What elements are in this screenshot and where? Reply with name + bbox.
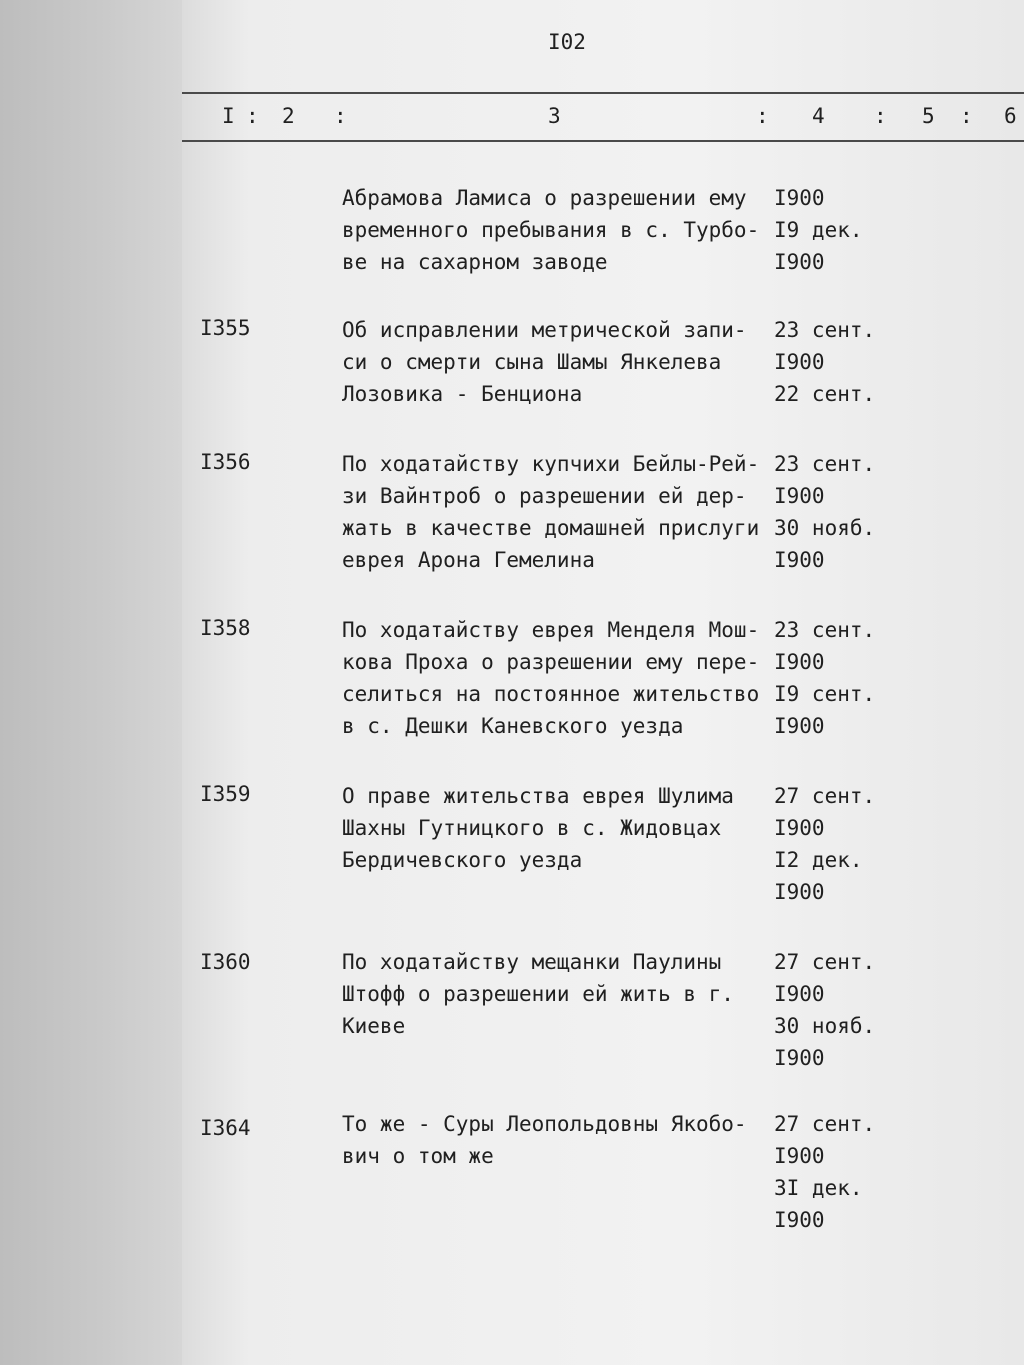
entry-line: селиться на постоянное жительство <box>342 682 760 706</box>
entry-date: 22 сент. <box>774 382 876 406</box>
entry-date: I9 сент. <box>774 682 876 706</box>
entry-line: По ходатайству мещанки Паулины <box>342 950 722 974</box>
entry-line: вич о том же <box>342 1144 494 1168</box>
entry-description <box>342 614 759 742</box>
column-header-5: 5 <box>922 104 935 128</box>
entry-date: I900 <box>774 1208 825 1232</box>
entry-date: 3I дек. <box>774 1176 863 1200</box>
entry-date: I900 <box>774 1144 825 1168</box>
entry-date: I900 <box>774 650 825 674</box>
entry-line: Шахны Гутницкого в с. Жидовцах <box>342 816 722 840</box>
entry-date: I900 <box>774 982 825 1006</box>
column-separator: : <box>874 104 887 128</box>
entry-date: I900 <box>774 1046 825 1070</box>
column-separator: : <box>246 104 259 128</box>
entry-date: I900 <box>774 880 825 904</box>
entry-date: 23 сент. <box>774 452 876 476</box>
column-header-1: I <box>222 104 235 128</box>
entry-line: си о смерти сына Шамы Янкелева <box>342 350 722 374</box>
entry-dates <box>774 314 875 410</box>
entry-date: I900 <box>774 548 825 572</box>
entry-date: I9 дек. <box>774 218 863 242</box>
entry-line: зи Вайнтроб о разрешении ей дер- <box>342 484 747 508</box>
entry-date: I2 дек. <box>774 848 863 872</box>
entry-dates <box>774 182 863 278</box>
entry-line: временного пребывания в с. Турбо- <box>342 218 760 242</box>
column-separator: : <box>756 104 769 128</box>
entry-number: I359 <box>200 782 251 806</box>
entry-date: 27 сент. <box>774 1112 876 1136</box>
entry-line: Об исправлении метрической запи- <box>342 318 747 342</box>
entry-dates <box>774 614 875 742</box>
entry-line: То же - Суры Леопольдовны Якобо- <box>342 1112 747 1136</box>
entry-date: 23 сент. <box>774 318 876 342</box>
entry-line: в с. Дешки Каневского уезда <box>342 714 684 738</box>
entry-number: I356 <box>200 450 251 474</box>
entry-description <box>342 780 734 876</box>
entry-description <box>342 448 759 576</box>
entry-date: I900 <box>774 186 825 210</box>
entry-description <box>342 1108 747 1172</box>
entry-line: кова Проха о разрешении ему пере- <box>342 650 760 674</box>
entry-dates <box>774 448 875 576</box>
entry-line: Бердичевского уезда <box>342 848 583 872</box>
entry-date: 30 нояб. <box>774 516 876 540</box>
facing-page-gutter <box>0 0 182 1365</box>
entry-date: 27 сент. <box>774 784 876 808</box>
column-separator: : <box>960 104 973 128</box>
column-header-6: 6 <box>1004 104 1017 128</box>
column-header-4: 4 <box>812 104 825 128</box>
entry-dates <box>774 780 875 908</box>
entry-line: Киеве <box>342 1014 406 1038</box>
entry-line: ве на сахарном заводе <box>342 250 608 274</box>
entry-line: Абрамова Ламиса о разрешении ему <box>342 186 747 210</box>
entry-date: I900 <box>774 484 825 508</box>
column-header-3: 3 <box>548 104 561 128</box>
header-rule-bottom <box>182 140 1024 142</box>
column-header-2: 2 <box>282 104 295 128</box>
entry-dates <box>774 1108 875 1236</box>
entry-description <box>342 946 734 1042</box>
entry-line: еврея Арона Гемелина <box>342 548 595 572</box>
entry-line: О праве жительства еврея Шулима <box>342 784 734 808</box>
entry-line: Штофф о разрешении ей жить в г. <box>342 982 734 1006</box>
entry-date: I900 <box>774 350 825 374</box>
entry-number: I355 <box>200 316 251 340</box>
column-separator: : <box>334 104 347 128</box>
entry-line: По ходатайству еврея Менделя Мош- <box>342 618 760 642</box>
entry-date: I900 <box>774 816 825 840</box>
entry-date: 27 сент. <box>774 950 876 974</box>
entry-line: По ходатайству купчихи Бейлы-Рей- <box>342 452 760 476</box>
entry-description <box>342 314 747 410</box>
entry-date: 23 сент. <box>774 618 876 642</box>
entry-number: I358 <box>200 616 251 640</box>
entry-number: I360 <box>200 950 251 974</box>
entry-date: I900 <box>774 250 825 274</box>
entry-line: Лозовика - Бенциона <box>342 382 583 406</box>
entry-dates <box>774 946 875 1074</box>
page-number: I02 <box>548 30 586 54</box>
entry-line: жать в качестве домашней прислуги <box>342 516 760 540</box>
entry-description <box>342 182 759 278</box>
entry-date: I900 <box>774 714 825 738</box>
entry-date: 30 нояб. <box>774 1014 876 1038</box>
entry-number: I364 <box>200 1116 251 1140</box>
header-rule-top <box>182 92 1024 94</box>
